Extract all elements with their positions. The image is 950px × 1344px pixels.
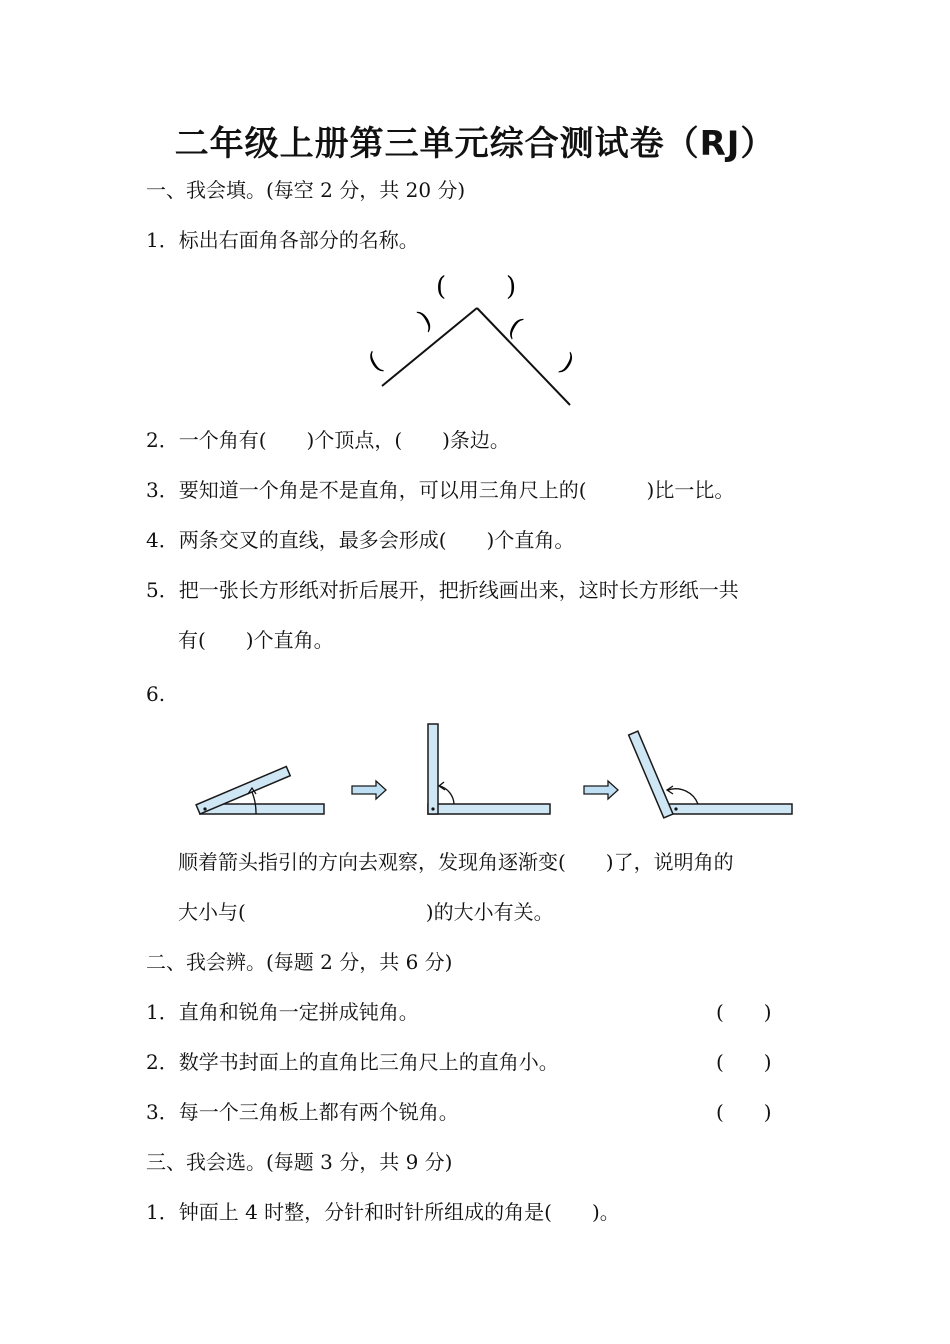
judge-item-3-text: 3．每一个三角板上都有两个锐角。	[146, 1100, 459, 1124]
ruler-stage-right-angle	[428, 724, 550, 814]
question-1-4: 4．两条交叉的直线，最多会形成( )个直角。	[146, 528, 575, 552]
question-1-6-line2: 大小与( )的大小有关。	[178, 900, 554, 924]
question-1-5-line1: 5．把一张长方形纸对折后展开，把折线画出来，这时长方形纸一共	[146, 578, 739, 602]
arrow-right-icon-1	[352, 781, 386, 799]
section2-heading: 二、我会辨。(每题 2 分，共 6 分)	[146, 950, 453, 974]
left-side-label-upper: )	[413, 304, 438, 336]
judge-item-2-blank[interactable]: ( )	[716, 1050, 772, 1074]
ruler-stage-small-angle	[196, 767, 324, 814]
angle-parts-diagram	[360, 268, 590, 413]
ruler-stage-obtuse-angle	[629, 731, 792, 818]
left-side-label-lower: (	[363, 346, 388, 378]
choice-question-1: 1．钟面上 4 时整，分针和时针所组成的角是( )。	[146, 1200, 620, 1224]
page-title: 二年级上册第三单元综合测试卷（RJ）	[174, 124, 776, 164]
judge-item-2-text: 2．数学书封面上的直角比三角尺上的直角小。	[146, 1050, 559, 1074]
vertex-label-open: (	[436, 272, 447, 302]
question-1-6-line1: 顺着箭头指引的方向去观察，发现角逐渐变( )了，说明角的	[178, 850, 734, 874]
question-1-2: 2．一个角有( )个顶点，( )条边。	[146, 428, 510, 452]
right-side-label-lower: )	[555, 348, 580, 380]
right-side-label-upper: (	[503, 312, 528, 344]
arrow-right-icon-2	[584, 781, 618, 799]
question-1-6-number: 6.	[146, 682, 166, 706]
judge-item-3-blank[interactable]: ( )	[716, 1100, 772, 1124]
question-1-3: 3．要知道一个角是不是直角，可以用三角尺上的( )比一比。	[146, 478, 735, 502]
ruler-angle-sequence	[190, 720, 800, 825]
question-1-5-line2: 有( )个直角。	[178, 628, 334, 652]
vertex-label-close: )	[506, 272, 517, 302]
question-1-1: 1．标出右面角各部分的名称。	[146, 228, 419, 252]
section3-heading: 三、我会选。(每题 3 分，共 9 分)	[146, 1150, 453, 1174]
judge-item-1-text: 1．直角和锐角一定拼成钝角。	[146, 1000, 419, 1024]
section1-heading: 一、我会填。(每空 2 分，共 20 分)	[146, 178, 466, 202]
judge-item-1-blank[interactable]: ( )	[716, 1000, 772, 1024]
